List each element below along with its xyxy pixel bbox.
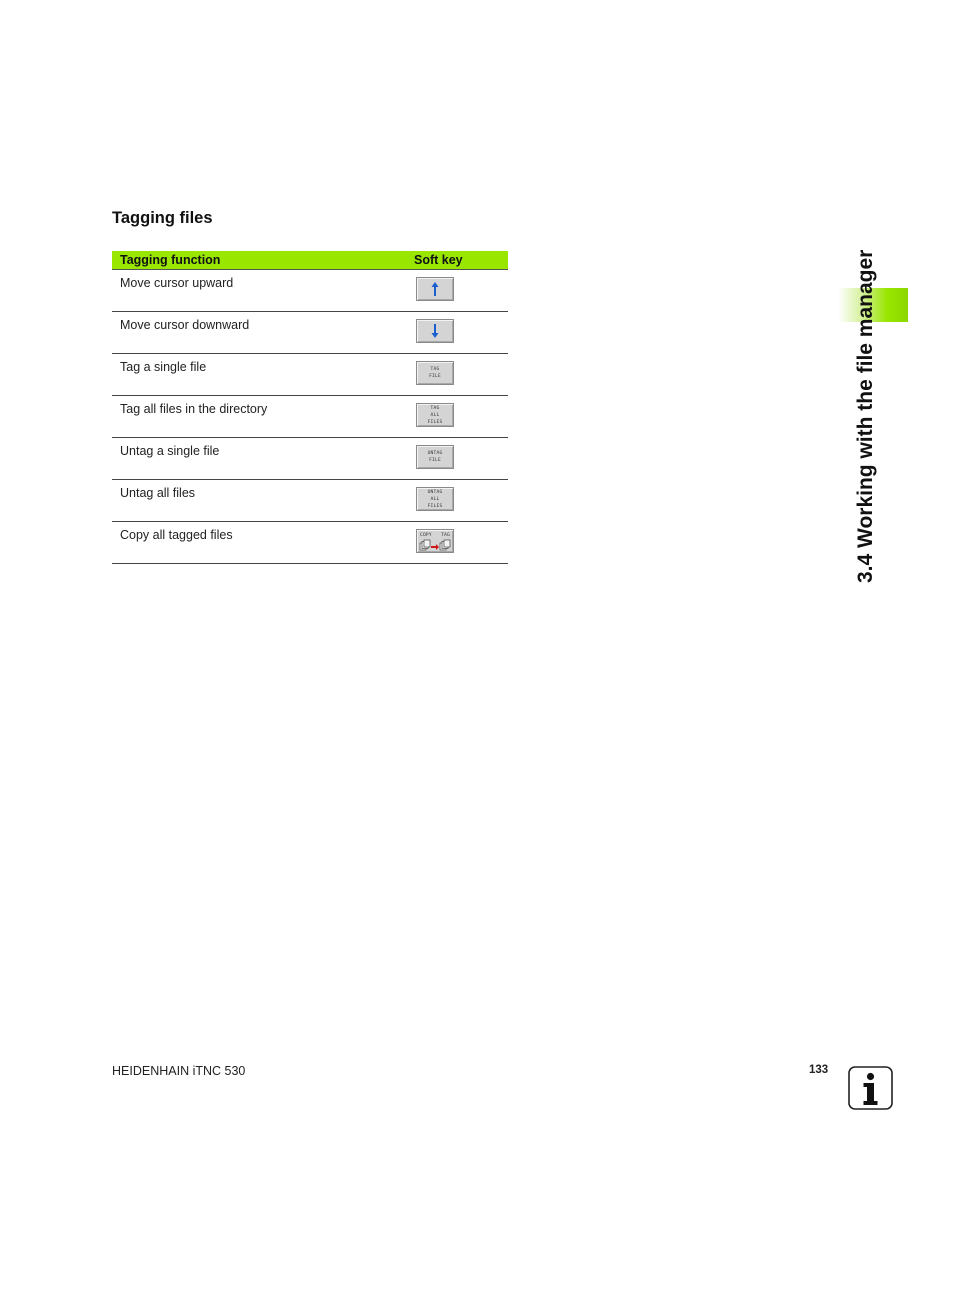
softkey-tag-all-files[interactable] bbox=[416, 403, 454, 427]
tagging-functions-table bbox=[112, 251, 508, 564]
softkey-tag-file[interactable] bbox=[416, 361, 454, 385]
softkey-label: ALL bbox=[430, 496, 440, 502]
softkey-cursor-down[interactable] bbox=[416, 319, 454, 343]
arrow-down-icon bbox=[430, 323, 440, 339]
chapter-heading: 3.4 Working with the file manager bbox=[854, 249, 877, 583]
softkey-cursor-up[interactable] bbox=[416, 277, 454, 301]
table-row bbox=[112, 396, 508, 438]
softkey-label: ALL bbox=[430, 412, 440, 418]
softkey-label: FILES bbox=[427, 503, 443, 509]
function-label: Untag all files bbox=[112, 480, 414, 522]
header-tagging-function: Tagging function bbox=[112, 251, 414, 270]
softkey-label: FILE bbox=[429, 374, 441, 379]
arrow-up-icon bbox=[430, 281, 440, 297]
function-label: Move cursor upward bbox=[112, 270, 414, 312]
page-number: 133 bbox=[809, 1064, 829, 1076]
copy-files-icon bbox=[418, 539, 452, 551]
function-label: Move cursor downward bbox=[112, 312, 414, 354]
softkey-label: COPY bbox=[420, 533, 432, 538]
softkey-untag-all-files[interactable] bbox=[416, 487, 454, 511]
softkey-untag-file[interactable] bbox=[416, 445, 454, 469]
table-row bbox=[112, 438, 508, 480]
function-label: Untag a single file bbox=[112, 438, 414, 480]
softkey-label: TAG bbox=[441, 533, 450, 538]
function-label: Tag a single file bbox=[112, 354, 414, 396]
info-icon bbox=[848, 1066, 893, 1110]
softkey-label: FILE bbox=[429, 458, 441, 463]
softkey-label: UNTAG bbox=[427, 489, 443, 495]
table-row bbox=[112, 480, 508, 522]
table-header-row bbox=[112, 251, 508, 270]
function-label: Tag all files in the directory bbox=[112, 396, 414, 438]
function-label: Copy all tagged files bbox=[112, 522, 414, 564]
softkey-label: UNTAG bbox=[427, 451, 443, 456]
table-row bbox=[112, 312, 508, 354]
table-row bbox=[112, 522, 508, 564]
softkey-copy-tagged-files[interactable] bbox=[416, 529, 454, 553]
section-title: Tagging files bbox=[112, 209, 213, 227]
table-row bbox=[112, 354, 508, 396]
softkey-label: TAG bbox=[430, 405, 440, 411]
table-row bbox=[112, 270, 508, 312]
footer-product: HEIDENHAIN iTNC 530 bbox=[112, 1064, 246, 1078]
softkey-label: TAG bbox=[430, 367, 440, 372]
softkey-label: FILES bbox=[427, 419, 443, 425]
header-soft-key: Soft key bbox=[414, 251, 508, 270]
